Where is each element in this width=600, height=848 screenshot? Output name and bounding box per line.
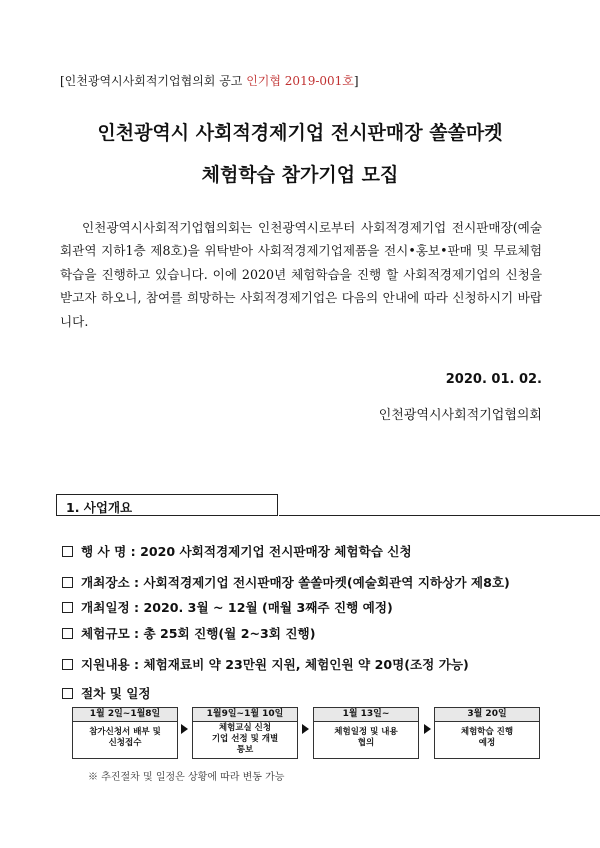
overview-item-text: 행 사 명 : 2020 사회적경제기업 전시판매장 체험학습 신청 — [81, 544, 412, 559]
process-step — [72, 707, 178, 759]
process-step — [192, 707, 298, 759]
checkbox-square-icon — [62, 659, 73, 670]
announcement-date: 2020. 01. 02. — [445, 372, 542, 387]
checkbox-square-icon — [62, 577, 73, 588]
process-step-date: 1월 13일~ — [314, 708, 418, 722]
checkbox-square-icon — [62, 602, 73, 613]
document-subtitle: 체험학습 참가기업 모집 — [201, 164, 399, 186]
notice-prefix: [인천광역시사회적기업협의회 공고 — [60, 74, 247, 88]
process-step — [434, 707, 540, 759]
process-step-date: 1월 2일~1월8일 — [73, 708, 177, 722]
process-step-date: 3월 20일 — [435, 708, 539, 722]
arrow-right-icon — [302, 724, 309, 734]
checkbox-square-icon — [62, 628, 73, 639]
intro-paragraph: 인천광역시사회적기업협의회는 인천광역시로부터 사회적경제기업 전시판매장(예술회관역 지하1층 제8호)을 위탁받아 사회적경제기업제품을 전시•홍보•판매 및 무료체험학습을 진행하고 있습니다. 이에 2020년 체험학습을 진행 할 사회적경제기업의 신청을 받고자 하오니, 참여를 희망하는 사회적경제기업은 다음의 안내에 따라 신청하시기 바랍니다. — [60, 220, 542, 329]
notice-bracket: ] — [353, 74, 359, 88]
overview-item-text: 지원내용 : 체험재료비 약 23만원 지원, 체험인원 약 20명(조정 가능) — [81, 657, 469, 672]
overview-item-text: 체험규모 : 총 25회 진행(월 2~3회 진행) — [81, 626, 316, 641]
notice-code: 인기협 2019-001호 — [246, 74, 354, 88]
process-step-body: 체험교실 신청 기업 선정 및 개별 통보 — [211, 723, 279, 755]
process-step-date: 1월9일~1월 10일 — [193, 708, 297, 722]
process-step-body: 체험학습 진행 예정 — [460, 727, 514, 748]
organization-name: 인천광역시사회적기업협의회 — [378, 408, 542, 423]
overview-item — [62, 623, 315, 642]
process-step-body: 체험일정 및 내용 협의 — [334, 727, 398, 748]
arrow-right-icon — [424, 724, 431, 734]
checkbox-square-icon — [62, 688, 73, 699]
section-label: 1. 사업개요 — [66, 500, 133, 515]
process-step — [313, 707, 419, 759]
overview-item-text: 개최일정 : 2020. 3월 ~ 12월 (매월 3째주 진행 예정) — [81, 600, 393, 615]
process-step-body: 참가신청서 배부 및 신청접수 — [89, 727, 161, 748]
footnote: ※ 추진절차 및 일정은 상황에 따라 변동 가능 — [88, 772, 285, 783]
overview-item — [62, 572, 510, 591]
document-title: 인천광역시 사회적경제기업 전시판매장 쏠쏠마켓 — [97, 122, 503, 144]
notice-number — [60, 72, 359, 89]
overview-item — [62, 541, 412, 560]
overview-item — [62, 683, 151, 702]
checkbox-square-icon — [62, 546, 73, 557]
overview-item — [62, 597, 393, 616]
overview-item-text: 절차 및 일정 — [81, 686, 151, 701]
section-header — [56, 494, 278, 516]
section-divider — [279, 515, 600, 516]
arrow-right-icon — [181, 724, 188, 734]
overview-item-text: 개최장소 : 사회적경제기업 전시판매장 쏠쏠마켓(예술회관역 지하상가 제8호) — [81, 575, 510, 590]
overview-item — [62, 654, 469, 673]
